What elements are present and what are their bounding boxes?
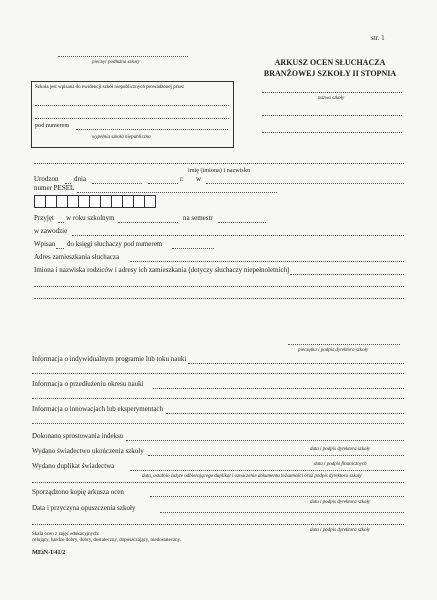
in-label: w xyxy=(196,175,202,183)
duplicate-note: data, ostatnio zużyte odbierającego duplikat i oznaczenie dokumentu tożsamości oraz podpis dyrektora szkoły xyxy=(142,474,362,479)
innovations-line-2 xyxy=(32,423,404,424)
names-caption: imię (imiona) i nazwisko xyxy=(188,167,251,174)
form-code: MEiN-I/41/2 xyxy=(32,549,66,556)
registry-line-1 xyxy=(35,105,229,106)
extension-line-2 xyxy=(32,398,404,399)
address-label: Adres zamieszkania słuchacza xyxy=(34,253,120,261)
parents-line-2 xyxy=(34,286,404,287)
certificate-caption: data i podpis dyrektora szkoły xyxy=(310,447,371,452)
form-title-line2: BRANŻOWEJ SZKOŁY II STOPNIA xyxy=(263,69,397,78)
registry-box xyxy=(31,81,234,148)
certificate-line xyxy=(148,455,404,456)
copy-label: Sporządzono kopię arkusza ocen xyxy=(32,488,124,496)
registry-caption: wypełnia szkoła niepubliczna xyxy=(92,135,151,140)
school-name-line xyxy=(262,92,402,93)
school-name-line-3 xyxy=(262,132,402,133)
grades-scale-line2: celujący, bardzo dobry, dobry, dostateczny, dopuszczający, niedostateczny. xyxy=(32,538,182,543)
leaving-caption: data i podpis dyrektora szkoły xyxy=(310,528,371,533)
admitted-suffix-line xyxy=(58,222,64,223)
stamp-line xyxy=(58,56,188,57)
school-name-caption: nazwa szkoły xyxy=(318,96,345,101)
duplicate-note-line xyxy=(32,482,404,483)
extension-label: Informacja o przedłużeniu okresu nauki xyxy=(32,380,144,388)
extension-line xyxy=(153,388,404,389)
year-label: r. xyxy=(180,175,184,183)
registry-number-label: pod numerem xyxy=(35,122,70,129)
copy-line xyxy=(150,496,404,497)
registry-number-line xyxy=(76,129,228,130)
pesel-line xyxy=(77,192,277,193)
duplicate-label: Wydano duplikat świadectwa xyxy=(32,462,115,470)
duplicate-line xyxy=(130,470,404,471)
innovations-label: Informacja o innowacjach lub eksperymentach xyxy=(32,405,164,413)
stamp-caption: pieczęć podłużna szkoły xyxy=(92,60,140,65)
parents-label: Imiona i nazwiska rodziców i adresy ich zamieszkania (dotyczy słuchaczy niepełnoletnich) xyxy=(34,266,290,274)
school-name-line-2 xyxy=(262,115,402,116)
individual-program-line xyxy=(188,363,404,364)
admitted-label: Przyjęt xyxy=(34,214,54,222)
book-label: do księgi słuchaczy pod numerem xyxy=(67,240,163,248)
parents-line-1 xyxy=(290,274,404,275)
birth-day-line xyxy=(92,183,142,184)
correction-line xyxy=(126,440,404,441)
book-number-line xyxy=(172,248,214,249)
individual-program-line-2 xyxy=(32,373,404,374)
correction-label: Dokonano sprostowania indeksu xyxy=(32,432,124,440)
copy-caption: data i podpis dyrektora szkoły xyxy=(310,500,371,505)
birth-month-line xyxy=(148,183,178,184)
school-year-label: w roku szkolnym xyxy=(66,214,115,222)
day-label: dnia xyxy=(74,175,87,183)
profession-label: w zawodzie xyxy=(34,227,68,235)
pesel-label: numer PESEL xyxy=(34,184,75,192)
semester-line xyxy=(218,222,266,223)
entered-label: Wpisan xyxy=(34,240,56,248)
leaving-line xyxy=(160,512,404,513)
pesel-digit-11[interactable] xyxy=(144,195,156,208)
profession-line xyxy=(72,235,404,236)
semester-label: na semestr xyxy=(183,214,213,222)
leaving-line-2 xyxy=(32,524,404,525)
grades-scale-line1: Skala ocen z zajęć edukacyjnych: xyxy=(32,532,100,537)
entered-suffix-line xyxy=(56,248,64,249)
registry-text: Szkoła jest wpisana do ewidencji szkół niepublicznych prowadzonej przez xyxy=(35,85,185,90)
address-line xyxy=(130,261,404,262)
certificate-label: Wydano świadectwo ukończenia szkoły xyxy=(32,447,144,455)
duplicate-caption: data i podpis finanicznych xyxy=(314,462,367,467)
innovations-line xyxy=(166,413,404,414)
birthplace-line xyxy=(206,183,404,184)
leaving-label: Data i przyczyna opuszczenia szkoły xyxy=(32,504,136,512)
school-year-line xyxy=(118,222,178,223)
individual-program-label: Informacja o indywidualnym programie lub toku nauki xyxy=(32,355,187,363)
born-label: Urodzon xyxy=(34,175,59,183)
director-stamp-caption: pieczątka i podpis dyrektora szkoły xyxy=(298,348,369,353)
form-title-line1: ARKUSZ OCEN SŁUCHACZA xyxy=(274,58,386,67)
page-number: str. 1 xyxy=(371,34,385,42)
registry-line-2 xyxy=(35,118,229,119)
student-name-line xyxy=(34,163,404,164)
parents-line-3 xyxy=(34,298,404,299)
director-signature-line xyxy=(288,344,400,345)
